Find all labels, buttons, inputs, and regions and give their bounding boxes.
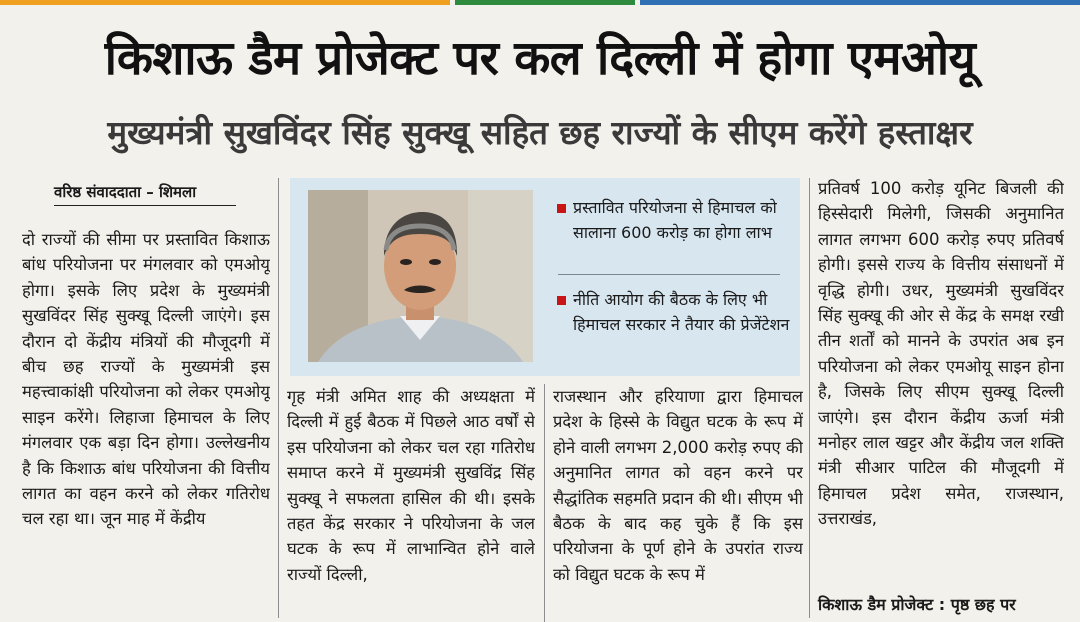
strip-blue — [640, 0, 1080, 5]
strip-green — [455, 0, 635, 5]
column-divider — [278, 178, 279, 618]
column-divider — [809, 178, 810, 618]
red-bullet-icon — [557, 204, 566, 213]
highlight-text-1: प्रस्तावित परियोजना से हिमाचल को सालाना 600 करोड़ का होगा लाभ — [573, 198, 777, 242]
top-color-strip — [0, 0, 1080, 5]
article-column-3: राजस्थान और हरियाणा द्वारा हिमाचल प्रदेश के हिस्से के विद्युत घटक के रूप में होने वाली लगभग 2,000 करोड़ रुपए की अनुमानित लागत को वहन करने पर सैद्धांतिक सहमति प्रदान की थी। सीएम भी बैठक के बाद कह चुके हैं कि इस परियोजना के पूर्ण होने के उपरांत राज्य को विद्युत घटक के रूप में — [553, 387, 803, 584]
subheadline: मुख्यमंत्री सुखविंदर सिंह सुक्खू सहित छह राज्यों के सीएम करेंगे हस्ताक्षर — [107, 113, 973, 152]
highlight-point-1 — [555, 195, 803, 245]
headline: किशाऊ डैम प्रोजेक्ट पर कल दिल्ली में होगा एमओयू — [104, 31, 976, 86]
strip-orange — [0, 0, 450, 5]
highlight-text-2: नीति आयोग की बैठक के लिए भी हिमाचल सरकार ने तैयार की प्रेजेंटेशन — [573, 290, 790, 334]
continued-on-page: किशाऊ डैम प्रोजेक्ट : पृष्ठ छह पर — [818, 595, 1016, 614]
highlight-separator — [558, 274, 780, 275]
red-bullet-icon — [557, 296, 566, 305]
highlight-point-2 — [555, 287, 803, 337]
portrait-image — [308, 190, 533, 362]
article-column-1: दो राज्यों की सीमा पर प्रस्तावित किशाऊ बांध परियोजना पर मंगलवार को एमओयू होगा। इसके लिए प्रदेश के मुख्यमंत्री सुखविंदर सिंह सुक्खू दिल्ली जाएंगे। इस दौरान दो केंद्रीय मंत्रियों की मौजूदगी में बीच छह राज्यों के मुख्यमंत्री इस महत्त्वाकांक्षी परियोजना को लेकर एमओयू साइन करेंगे। लिहाजा हिमाचल के लिए मंगलवार एक बड़ा दिन होगा। उल्लेखनीय है कि किशाऊ बांध परियोजना की वित्तीय लागत का वहन करने को लेकर गतिरोध चल रहा था। जून माह में केंद्रीय — [22, 230, 270, 529]
byline: वरिष्ठ संवाददाता – शिमला — [54, 182, 236, 206]
column-divider — [544, 384, 545, 622]
article-column-4: प्रतिवर्ष 100 करोड़ यूनिट बिजली की हिस्सेदारी मिलेगी, जिसकी अनुमानित लागत लगभग 600 करोड़ रुपए प्रतिवर्ष होगी। इससे राज्य के वित्तीय संसाधनों में वृद्धि होगी। उधर, मुख्यमंत्री सुखविंदर सिंह सुक्खू की ओर से केंद्र के समक्ष रखी तीन शर्तों को मानने के उपरांत अब इन परियोजना को लेकर एमओयू साइन होना है, जिसके लिए सीएम सुक्खू दिल्ली जाएंगे। इस दौरान केंद्रीय ऊर्जा मंत्री मनोहर लाल खट्टर और केंद्रीय जल शक्ति मंत्री सीआर पाटिल की मौजूदगी में हिमाचल प्रदेश समेत, राजस्थान, उत्तराखंड, — [818, 179, 1064, 529]
chief-minister-photo — [308, 190, 533, 362]
article-column-2: गृह मंत्री अमित शाह की अध्यक्षता में दिल्ली में हुई बैठक में पिछले आठ वर्षों से इस परियोजना को लेकर चल रहा गतिरोध समाप्त करने में मुख्यमंत्री सुखविंद्र सिंह सुक्खू ने सफलता हासिल की थी। इसके तहत केंद्र सरकार ने परियोजना के जल घटक के रूप में लाभान्वित होने वाले राज्यों दिल्ली, — [287, 387, 535, 584]
